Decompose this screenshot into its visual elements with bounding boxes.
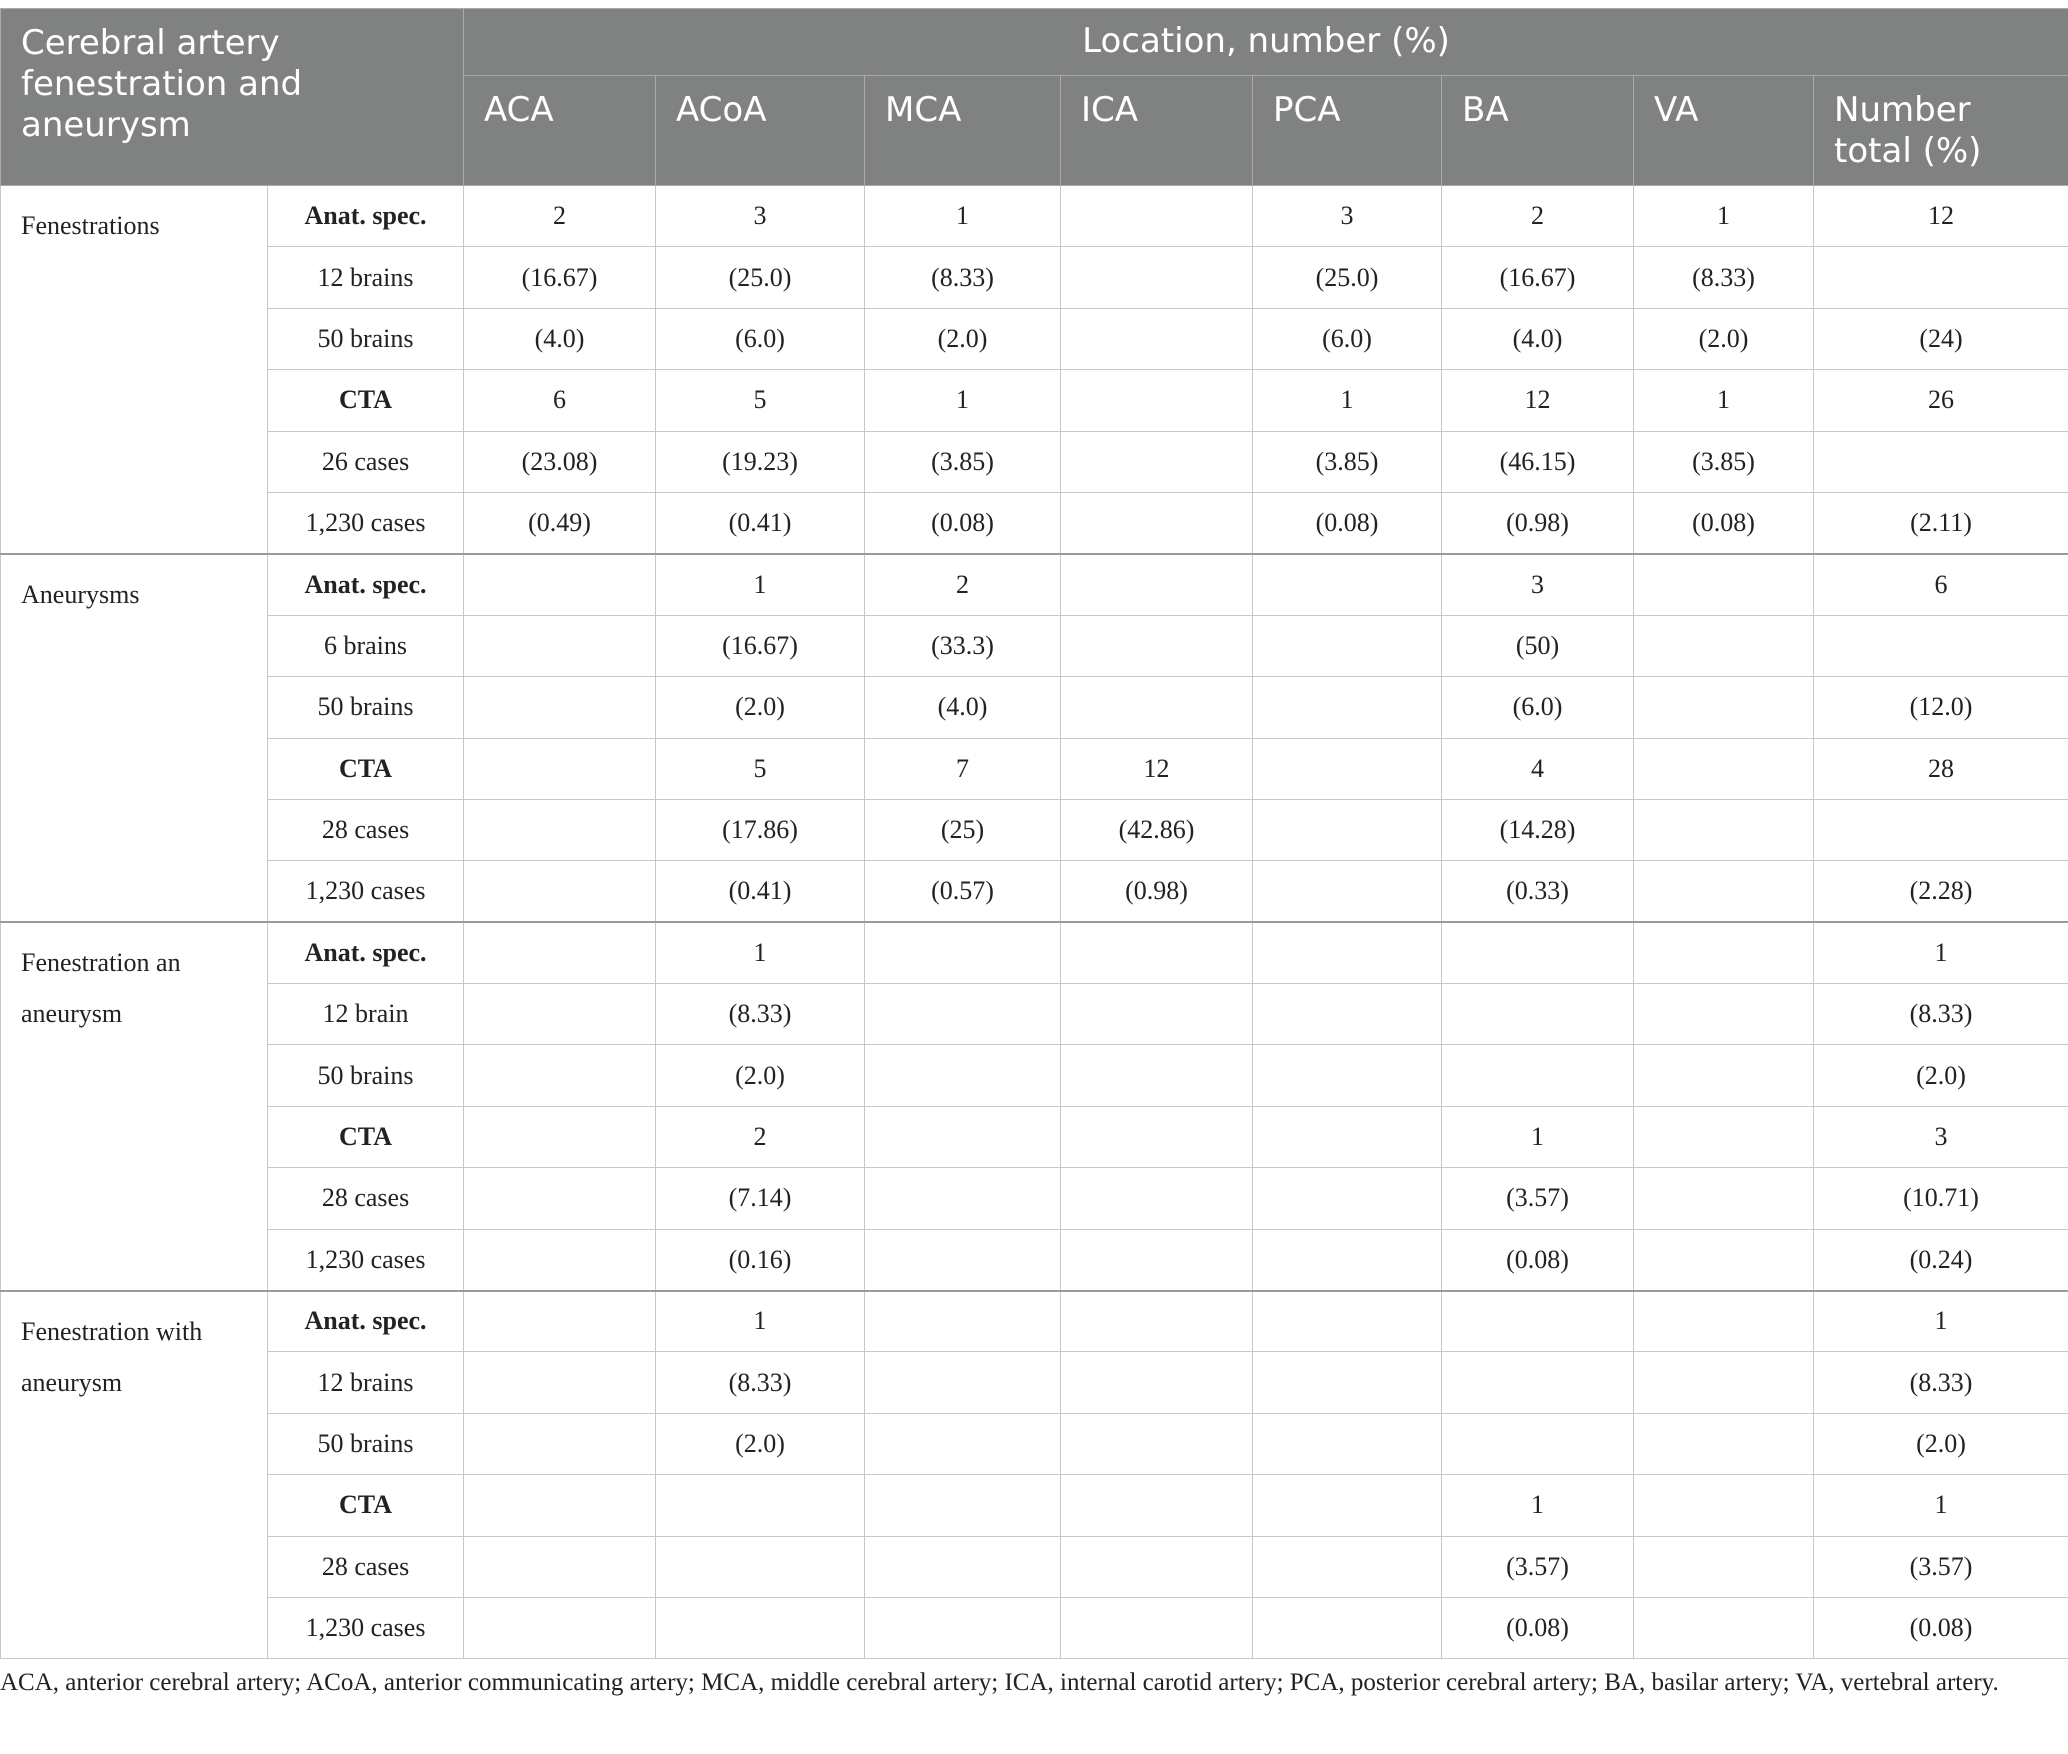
row-label: 28 cases: [268, 799, 464, 860]
cell-aca: [464, 677, 656, 738]
cell-ba: (16.67): [1442, 247, 1634, 308]
cell-mca: [865, 1168, 1061, 1229]
cell-total: (2.28): [1814, 861, 2068, 922]
cell-mca: (2.0): [865, 308, 1061, 369]
cell-acoa: (25.0): [656, 247, 865, 308]
cell-va: [1634, 1536, 1814, 1597]
cell-mca: (3.85): [865, 431, 1061, 492]
column-header-total: Number total (%): [1814, 76, 2068, 186]
cell-ba: (0.33): [1442, 861, 1634, 922]
cell-ica: [1061, 1045, 1253, 1106]
group-label: Fenestration an aneurysm: [1, 922, 268, 1290]
cell-pca: (3.85): [1253, 431, 1442, 492]
cell-aca: [464, 922, 656, 983]
cell-ica: [1061, 492, 1253, 553]
cell-total: 26: [1814, 370, 2068, 431]
cell-pca: [1253, 1168, 1442, 1229]
table-row: [1, 738, 2068, 799]
cell-aca: [464, 1413, 656, 1474]
column-header-mca: MCA: [865, 76, 1061, 186]
row-label: CTA: [268, 1475, 464, 1536]
table-row: [1, 799, 2068, 860]
cell-pca: [1253, 799, 1442, 860]
cell-ba: 1: [1442, 1106, 1634, 1167]
cell-total: 3: [1814, 1106, 2068, 1167]
cell-mca: 1: [865, 370, 1061, 431]
cell-total: 1: [1814, 1291, 2068, 1352]
cell-acoa: (2.0): [656, 1045, 865, 1106]
cell-acoa: [656, 1597, 865, 1658]
cell-total: (2.11): [1814, 492, 2068, 553]
table-row: [1, 984, 2068, 1045]
cell-pca: [1253, 615, 1442, 676]
cell-va: (2.0): [1634, 308, 1814, 369]
cell-acoa: (8.33): [656, 1352, 865, 1413]
row-label: 12 brain: [268, 984, 464, 1045]
cell-total: (8.33): [1814, 1352, 2068, 1413]
cell-ba: 3: [1442, 554, 1634, 615]
cell-mca: [865, 984, 1061, 1045]
cell-pca: [1253, 1536, 1442, 1597]
cell-acoa: (16.67): [656, 615, 865, 676]
cell-ba: [1442, 1413, 1634, 1474]
cell-pca: 1: [1253, 370, 1442, 431]
cell-mca: (8.33): [865, 247, 1061, 308]
cell-pca: [1253, 1352, 1442, 1413]
cell-ba: 4: [1442, 738, 1634, 799]
table-row: [1, 677, 2068, 738]
table-row: [1, 1168, 2068, 1229]
table-row: [1, 1475, 2068, 1536]
table-row: [1, 1352, 2068, 1413]
corner-header: Cerebral artery fenestration and aneurysm: [1, 9, 464, 186]
cell-aca: (4.0): [464, 308, 656, 369]
cell-ica: [1061, 186, 1253, 247]
cell-total: 1: [1814, 922, 2068, 983]
cell-pca: [1253, 1291, 1442, 1352]
cell-aca: [464, 1291, 656, 1352]
cell-total: 28: [1814, 738, 2068, 799]
table-row: [1, 1106, 2068, 1167]
column-header-acoa: ACoA: [656, 76, 865, 186]
cell-acoa: 3: [656, 186, 865, 247]
table-row: [1, 1229, 2068, 1290]
cell-ba: (3.57): [1442, 1536, 1634, 1597]
table-body: [1, 186, 2068, 1659]
cell-aca: [464, 1536, 656, 1597]
cell-ica: [1061, 1291, 1253, 1352]
cell-mca: [865, 1475, 1061, 1536]
cell-ica: [1061, 1352, 1253, 1413]
cell-pca: [1253, 1413, 1442, 1474]
cell-mca: (0.08): [865, 492, 1061, 553]
row-label: CTA: [268, 738, 464, 799]
cell-aca: [464, 1168, 656, 1229]
cell-mca: 7: [865, 738, 1061, 799]
table-footnote: ACA, anterior cerebral artery; ACoA, anterior communicating artery; MCA, middle cerebral artery; ICA, internal carotid artery; PCA, posterior cerebral artery; BA, basilar artery; VA, vertebral artery.: [0, 1669, 1999, 1696]
cell-total: (8.33): [1814, 984, 2068, 1045]
table-row: [1, 554, 2068, 615]
row-label: 50 brains: [268, 1413, 464, 1474]
cell-acoa: (19.23): [656, 431, 865, 492]
cell-aca: (0.49): [464, 492, 656, 553]
cell-ba: (4.0): [1442, 308, 1634, 369]
cell-ica: [1061, 247, 1253, 308]
cell-va: [1634, 861, 1814, 922]
cell-pca: [1253, 861, 1442, 922]
cell-aca: [464, 1475, 656, 1536]
cell-mca: [865, 1045, 1061, 1106]
column-header-ba: BA: [1442, 76, 1634, 186]
cell-aca: (23.08): [464, 431, 656, 492]
cell-pca: 3: [1253, 186, 1442, 247]
cell-va: [1634, 1291, 1814, 1352]
cell-va: 1: [1634, 186, 1814, 247]
cell-mca: (33.3): [865, 615, 1061, 676]
row-label: 6 brains: [268, 615, 464, 676]
cell-pca: [1253, 1597, 1442, 1658]
cell-pca: [1253, 1229, 1442, 1290]
cell-pca: (0.08): [1253, 492, 1442, 553]
cell-ica: [1061, 677, 1253, 738]
cell-va: (3.85): [1634, 431, 1814, 492]
cell-ica: [1061, 1413, 1253, 1474]
cell-pca: [1253, 554, 1442, 615]
location-table: [0, 8, 2068, 1659]
cell-va: [1634, 615, 1814, 676]
cell-va: [1634, 1413, 1814, 1474]
cell-aca: [464, 1229, 656, 1290]
cell-ica: [1061, 1536, 1253, 1597]
cell-acoa: 5: [656, 738, 865, 799]
cell-ba: [1442, 1352, 1634, 1413]
row-label: 50 brains: [268, 677, 464, 738]
cell-acoa: 5: [656, 370, 865, 431]
cell-aca: [464, 799, 656, 860]
cell-ica: (0.98): [1061, 861, 1253, 922]
row-label: 26 cases: [268, 431, 464, 492]
table-row: [1, 1291, 2068, 1352]
cell-ba: [1442, 1291, 1634, 1352]
cell-total: (24): [1814, 308, 2068, 369]
row-label: CTA: [268, 370, 464, 431]
cell-total: 1: [1814, 1475, 2068, 1536]
row-label: Anat. spec.: [268, 554, 464, 615]
table-row: [1, 186, 2068, 247]
cell-total: (0.24): [1814, 1229, 2068, 1290]
cell-total: (0.08): [1814, 1597, 2068, 1658]
cell-va: [1634, 922, 1814, 983]
cell-acoa: (2.0): [656, 677, 865, 738]
cell-ba: [1442, 1045, 1634, 1106]
table-row: [1, 1413, 2068, 1474]
cell-aca: [464, 554, 656, 615]
cell-ba: [1442, 922, 1634, 983]
cell-ba: 12: [1442, 370, 1634, 431]
row-label: 50 brains: [268, 1045, 464, 1106]
cell-total: (12.0): [1814, 677, 2068, 738]
table-header: [1, 9, 2068, 186]
cell-ba: (3.57): [1442, 1168, 1634, 1229]
cell-total: (2.0): [1814, 1045, 2068, 1106]
cell-total: (3.57): [1814, 1536, 2068, 1597]
cell-total: [1814, 247, 2068, 308]
cell-total: [1814, 615, 2068, 676]
cell-va: [1634, 554, 1814, 615]
cell-mca: [865, 1413, 1061, 1474]
cell-va: [1634, 1597, 1814, 1658]
cell-ica: [1061, 1597, 1253, 1658]
table-row: [1, 247, 2068, 308]
cell-ica: [1061, 1229, 1253, 1290]
cell-va: 1: [1634, 370, 1814, 431]
row-label: Anat. spec.: [268, 1291, 464, 1352]
group-label: Aneurysms: [1, 554, 268, 922]
cell-acoa: 1: [656, 554, 865, 615]
cell-ica: [1061, 554, 1253, 615]
cell-pca: [1253, 738, 1442, 799]
table-row: [1, 615, 2068, 676]
cell-mca: 2: [865, 554, 1061, 615]
row-label: 12 brains: [268, 1352, 464, 1413]
row-label: Anat. spec.: [268, 922, 464, 983]
cell-acoa: 1: [656, 1291, 865, 1352]
cell-mca: [865, 1597, 1061, 1658]
cell-ica: [1061, 1475, 1253, 1536]
cell-mca: (0.57): [865, 861, 1061, 922]
cell-pca: (6.0): [1253, 308, 1442, 369]
cell-va: [1634, 1352, 1814, 1413]
row-label: Anat. spec.: [268, 186, 464, 247]
cell-total: 6: [1814, 554, 2068, 615]
table-row: [1, 922, 2068, 983]
cell-ica: [1061, 922, 1253, 983]
cell-aca: [464, 1352, 656, 1413]
cell-ica: [1061, 615, 1253, 676]
cell-mca: (4.0): [865, 677, 1061, 738]
cell-acoa: [656, 1475, 865, 1536]
cell-va: [1634, 1168, 1814, 1229]
table-row: [1, 308, 2068, 369]
row-label: 1,230 cases: [268, 1229, 464, 1290]
cell-ica: [1061, 1106, 1253, 1167]
column-header-pca: PCA: [1253, 76, 1442, 186]
row-label: 28 cases: [268, 1168, 464, 1229]
cell-ba: (50): [1442, 615, 1634, 676]
data-table-container: [0, 8, 2068, 1659]
cell-ica: [1061, 984, 1253, 1045]
cell-va: [1634, 738, 1814, 799]
cell-acoa: 1: [656, 922, 865, 983]
cell-va: [1634, 984, 1814, 1045]
cell-acoa: (0.41): [656, 492, 865, 553]
row-label: 28 cases: [268, 1536, 464, 1597]
row-label: 1,230 cases: [268, 492, 464, 553]
cell-ica: (42.86): [1061, 799, 1253, 860]
cell-pca: [1253, 1045, 1442, 1106]
cell-acoa: 2: [656, 1106, 865, 1167]
cell-pca: [1253, 1475, 1442, 1536]
row-label: 50 brains: [268, 308, 464, 369]
cell-aca: [464, 738, 656, 799]
table-row: [1, 431, 2068, 492]
row-label: CTA: [268, 1106, 464, 1167]
cell-ba: [1442, 984, 1634, 1045]
cell-mca: [865, 1536, 1061, 1597]
cell-aca: [464, 1045, 656, 1106]
cell-ica: 12: [1061, 738, 1253, 799]
column-header-ica: ICA: [1061, 76, 1253, 186]
cell-ba: (0.08): [1442, 1597, 1634, 1658]
cell-ica: [1061, 370, 1253, 431]
cell-ba: (14.28): [1442, 799, 1634, 860]
table-row: [1, 1597, 2068, 1658]
group-label: Fenestration with aneurysm: [1, 1291, 268, 1659]
cell-ica: [1061, 431, 1253, 492]
column-header-aca: ACA: [464, 76, 656, 186]
cell-mca: [865, 1352, 1061, 1413]
cell-va: [1634, 1475, 1814, 1536]
cell-mca: [865, 922, 1061, 983]
cell-aca: [464, 1106, 656, 1167]
cell-total: [1814, 799, 2068, 860]
table-row: [1, 861, 2068, 922]
group-label: Fenestrations: [1, 186, 268, 554]
cell-acoa: (7.14): [656, 1168, 865, 1229]
cell-aca: 6: [464, 370, 656, 431]
cell-va: [1634, 1045, 1814, 1106]
cell-ba: (0.08): [1442, 1229, 1634, 1290]
cell-acoa: [656, 1536, 865, 1597]
table-row: [1, 1045, 2068, 1106]
cell-aca: [464, 861, 656, 922]
cell-pca: [1253, 984, 1442, 1045]
cell-aca: [464, 984, 656, 1045]
cell-total: (2.0): [1814, 1413, 2068, 1474]
cell-aca: (16.67): [464, 247, 656, 308]
table-row: [1, 1536, 2068, 1597]
cell-acoa: (0.16): [656, 1229, 865, 1290]
cell-acoa: (0.41): [656, 861, 865, 922]
cell-pca: (25.0): [1253, 247, 1442, 308]
cell-ba: 2: [1442, 186, 1634, 247]
row-label: 1,230 cases: [268, 861, 464, 922]
cell-total: 12: [1814, 186, 2068, 247]
cell-va: [1634, 1106, 1814, 1167]
cell-aca: [464, 615, 656, 676]
cell-va: [1634, 799, 1814, 860]
cell-ba: 1: [1442, 1475, 1634, 1536]
cell-mca: [865, 1291, 1061, 1352]
cell-pca: [1253, 1106, 1442, 1167]
cell-acoa: (17.86): [656, 799, 865, 860]
cell-mca: [865, 1229, 1061, 1290]
cell-ica: [1061, 1168, 1253, 1229]
table-row: [1, 370, 2068, 431]
row-label: 12 brains: [268, 247, 464, 308]
location-header: Location, number (%): [464, 9, 2068, 76]
cell-aca: 2: [464, 186, 656, 247]
row-label: 1,230 cases: [268, 1597, 464, 1658]
cell-acoa: (6.0): [656, 308, 865, 369]
cell-total: (10.71): [1814, 1168, 2068, 1229]
cell-acoa: (2.0): [656, 1413, 865, 1474]
cell-total: [1814, 431, 2068, 492]
cell-mca: 1: [865, 186, 1061, 247]
column-header-va: VA: [1634, 76, 1814, 186]
cell-va: [1634, 1229, 1814, 1290]
cell-mca: (25): [865, 799, 1061, 860]
cell-va: (0.08): [1634, 492, 1814, 553]
cell-va: (8.33): [1634, 247, 1814, 308]
cell-acoa: (8.33): [656, 984, 865, 1045]
cell-ba: (6.0): [1442, 677, 1634, 738]
cell-pca: [1253, 922, 1442, 983]
cell-va: [1634, 677, 1814, 738]
cell-aca: [464, 1597, 656, 1658]
table-row: [1, 492, 2068, 553]
cell-ba: (46.15): [1442, 431, 1634, 492]
cell-pca: [1253, 677, 1442, 738]
cell-ba: (0.98): [1442, 492, 1634, 553]
cell-ica: [1061, 308, 1253, 369]
cell-mca: [865, 1106, 1061, 1167]
